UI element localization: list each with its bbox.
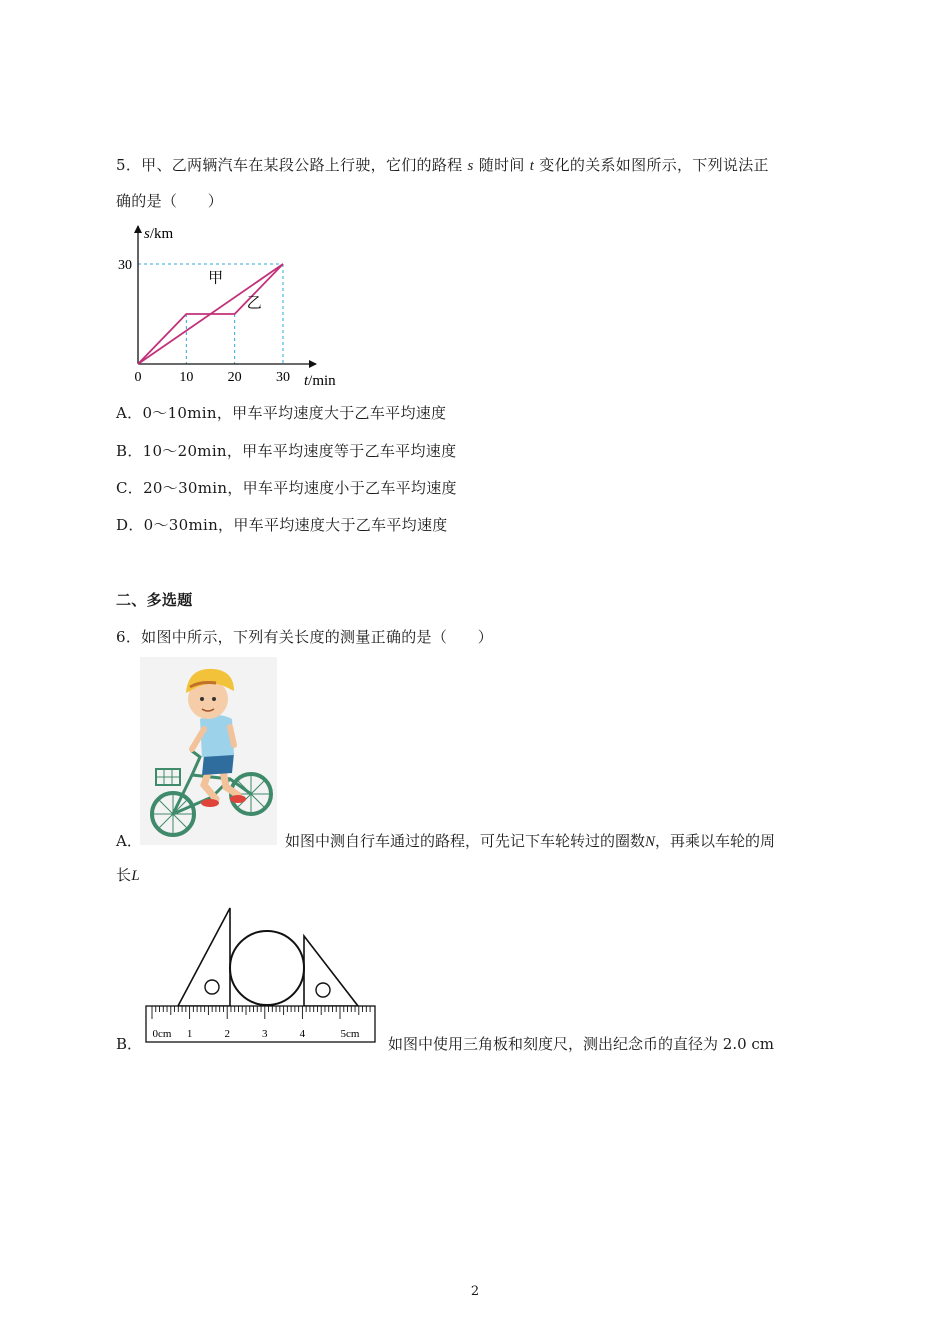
page-number: 2 xyxy=(470,1284,480,1299)
question-6-number: 6． xyxy=(116,628,142,646)
x-tick-label-20: 20 xyxy=(227,370,242,385)
distance-time-graph xyxy=(110,220,360,395)
ruler-label: 3 xyxy=(262,1028,268,1040)
left-set-square xyxy=(178,908,230,1006)
coin xyxy=(230,931,304,1005)
y-tick-label-30: 30 xyxy=(118,258,132,273)
right-set-square xyxy=(304,936,358,1006)
question-5-stem-line2: 确的是（ ） xyxy=(116,192,224,210)
x-tick-label-0: 0 xyxy=(134,370,142,385)
option-6a-label[interactable]: A． xyxy=(116,832,142,850)
x-axis-label: t/min xyxy=(304,373,336,389)
question-5-number: 5． xyxy=(116,156,142,174)
ruler-triangles-coin-diagram xyxy=(140,902,380,1047)
x-tick-label-30: 30 xyxy=(276,370,290,385)
series-label-yi: 乙 xyxy=(246,295,262,312)
question-6-stem: 6．如图中所示，下列有关长度的测量正确的是（ ） xyxy=(116,628,494,646)
option-6b-text[interactable]: 如图中使用三角板和刻度尺，测出纪念币的直径为 2.0 cm xyxy=(388,1035,775,1053)
ruler-label: 4 xyxy=(299,1028,306,1040)
y-axis-label: s/km xyxy=(144,226,174,242)
series-label-jia: 甲 xyxy=(208,270,224,287)
option-6a-text-line1[interactable]: 如图中测自行车通过的路程，可先记下车轮转过的圈数N，再乘以车轮的周 xyxy=(285,832,776,850)
option-6b-label[interactable]: B． xyxy=(116,1035,143,1053)
ruler-label: 0cm xyxy=(152,1028,172,1040)
boy-on-bicycle-illustration xyxy=(140,657,277,845)
section-heading: 二、多选题 xyxy=(116,591,193,609)
ruler-label: 2 xyxy=(224,1028,230,1040)
option-5a[interactable]: A．0～10min，甲车平均速度大于乙车平均速度 xyxy=(116,404,447,422)
x-tick-label-10: 10 xyxy=(179,370,194,385)
option-5c[interactable]: C．20～30min，甲车平均速度小于乙车平均速度 xyxy=(116,479,457,497)
ruler-label: 5cm xyxy=(340,1028,360,1040)
question-5-stem-line1: 5．甲、乙两辆汽车在某段公路上行驶，它们的路程 s 随时间 t 变化的关系如图所示，下列说法正 xyxy=(116,156,769,174)
ruler-label: 1 xyxy=(186,1028,193,1040)
option-5d[interactable]: D．0～30min，甲车平均速度大于乙车平均速度 xyxy=(116,516,448,534)
option-5b[interactable]: B．10～20min，甲车平均速度等于乙车平均速度 xyxy=(116,442,457,460)
option-6a-text-line2: 长L xyxy=(116,866,140,884)
